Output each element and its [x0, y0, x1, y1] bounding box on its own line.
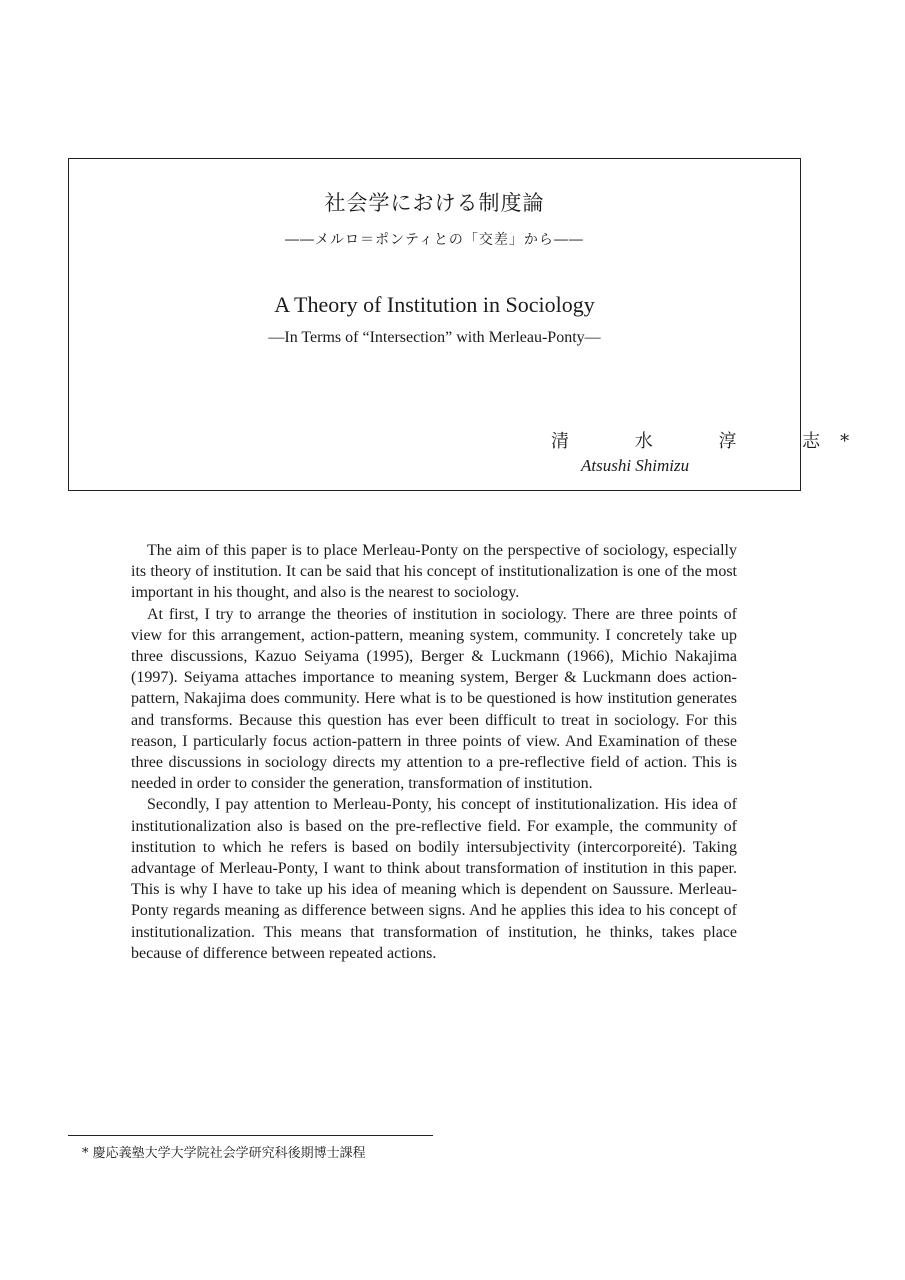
abstract [131, 540, 737, 964]
abstract-paragraph: At first, I try to arrange the theories of institution in sociology. There are three points of view for this arrangement, action-pattern, meaning system, community. I concretely take up three discussions, Kazuo Seiyama (1995), Berger & Luckmann (1966), Michio Nakajima (1997). Seiyama attaches importance to meaning system, Berger & Luckmann does action-pattern, Nakajima does community. Here what is to be questioned is how institution generates and transforms. Because this question has ever been difficult to treat in sociology. For this reason, I particularly focus action-pattern in three points of view. And Examination of these three discussions in sociology directs my attention to a pre-reflective field of action. This is needed in order to consider the generation, transformation of institution. [131, 605, 737, 793]
abstract-paragraph: The aim of this paper is to place Merleau-Ponty on the perspective of sociology, especially its theory of institution. It can be said that his concept of institutionalization is one of the most important in his thought, and also is the nearest to sociology. [131, 542, 737, 602]
abstract-paragraph: Secondly, I pay attention to Merleau-Ponty, his concept of institutionalization. His idea of institutionalization also is based on the pre-reflective field. For example, the community of institution to which he refers is based on bodily intersubjectivity (intercorporeité). Taking advantage of Merleau-Ponty, I want to think about transformation of institution in this paper. This is why I have to take up his idea of meaning which is dependent on Saussure. Merleau-Ponty regards meaning as difference between signs. And he applies this idea to his concept of institutionalization. This means that transformation of institution, he thinks, takes place because of difference between repeated actions. [131, 796, 737, 962]
title-box [68, 158, 870, 491]
author-japanese-name: 清 水 淳 志* [551, 431, 870, 452]
english-title: A Theory of Institution in Sociology [274, 292, 595, 317]
author-english-name: Atsushi Shimizu [581, 456, 690, 475]
japanese-subtitle: ――メルロ＝ポンティとの「交差」から―― [285, 232, 584, 248]
footnote-divider [68, 1135, 433, 1136]
footnote-affiliation: * 慶応義塾大学大学院社会学研究科後期博士課程 [82, 1146, 366, 1161]
english-subtitle: —In Terms of “Intersection” with Merleau-Ponty— [268, 329, 601, 346]
japanese-title: 社会学における制度論 [324, 191, 545, 215]
